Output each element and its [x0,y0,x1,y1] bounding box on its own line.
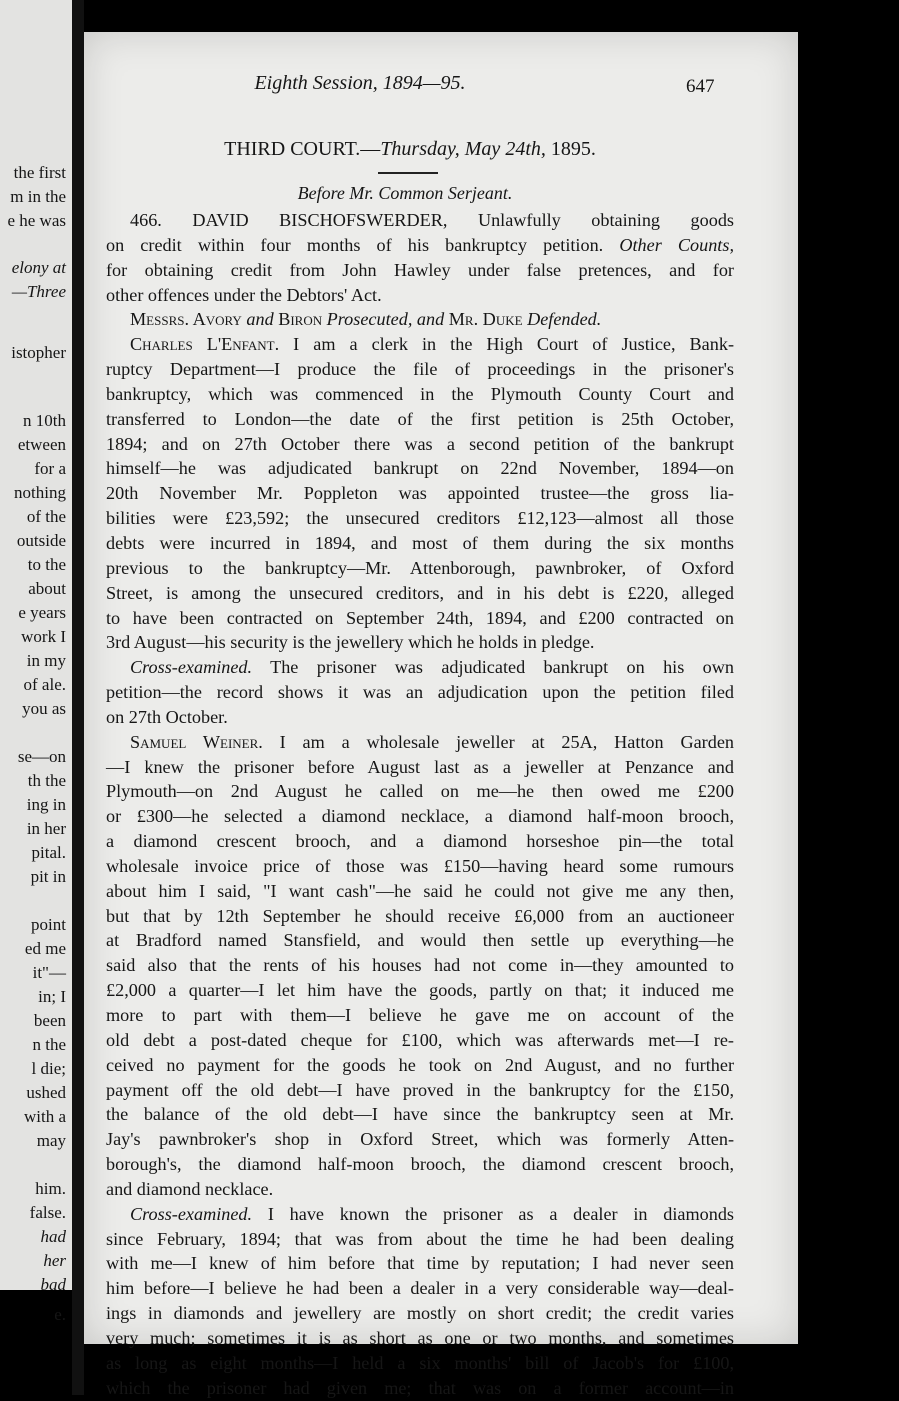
text-segment: Street, is among the unsecured creditors, and in his debt is £220, alleged [106,582,734,603]
court-title: THIRD COURT.— [224,138,381,160]
left-margin-fragment: for a [34,459,66,478]
text-segment: him before—I believe he had been a dealer in a very considerable way—deal- [106,1278,734,1299]
left-margin-fragment: had [40,1227,66,1246]
text-segment: I am a wholesale jeweller at 25A, Hatton Garden [262,731,734,752]
left-margin-fragment: in her [26,819,66,838]
left-margin-fragment: in; I [38,987,66,1006]
text-line [106,1102,734,1127]
left-margin-fragment: e. [54,1305,66,1324]
left-margin-fragment: elony at [11,258,66,277]
left-margin-fragment: bad [40,1275,66,1294]
text-segment: with me—I knew of him before that time by reputation; I had never seen [106,1253,734,1274]
text-line [106,606,734,631]
page-number: 647 [686,76,715,97]
text-segment: 3rd August—his security is the jewellery which he holds in pledge. [106,632,595,653]
text-line [106,208,734,233]
text-segment: Messrs. Avory [130,309,242,330]
text-segment: Samuel Weiner. [130,731,263,752]
text-line [106,928,734,953]
text-line [106,755,734,780]
text-segment: wholesale invoice price of those was £150—having heard some rumours [106,855,734,876]
text-segment: since February, 1894; that was from about the time he had been dealing [106,1228,734,1249]
text-line [106,630,734,655]
left-margin-fragment: e he was [7,211,66,230]
text-line [106,556,734,581]
text-segment: and diamond necklace. [106,1178,274,1199]
trial-text [106,208,734,1401]
text-segment: I have known the prisoner as a dealer in diamonds [252,1203,734,1224]
text-line [106,705,734,730]
text-line [106,1127,734,1152]
left-margin-fragment: may [36,1131,66,1150]
text-segment: Mr. Duke [448,309,523,330]
text-segment: and [241,309,279,330]
text-line [106,829,734,854]
text-line [106,581,734,606]
text-line [106,432,734,457]
left-margin-fragment: false. [29,1203,66,1222]
text-line [106,1376,734,1401]
text-segment: at Bradford named Stansfield, and would then settle up everything—he [106,930,734,951]
text-line [106,1003,734,1028]
text-segment: old debt a post-dated cheque for £100, which was afterwards met—I re- [106,1029,734,1050]
text-segment: bilities were £23,592; the unsecured creditors £12,123—almost all those [106,508,734,529]
left-margin-fragment: of ale. [23,675,66,694]
text-segment: other offences under the Debtors' Act. [106,284,382,305]
court-heading [150,138,670,161]
text-line [106,779,734,804]
text-segment: Cross-examined. [130,657,253,678]
text-line [106,680,734,705]
text-segment: petition—the record shows it was an adjudication upon the petition filed [106,682,734,703]
text-segment: the balance of the old debt—I have since the bankruptcy seen at Mr. [106,1104,734,1125]
left-margin-fragment: him. [35,1179,66,1198]
text-segment: about him I said, "I want cash"—he said he could not give me any then, [106,880,734,901]
text-segment: to have been contracted on September 24th, 1894, and £200 contracted on [106,607,734,628]
heading-rule [378,172,438,174]
text-line [106,1326,734,1351]
text-segment: very much; sometimes it is as short as one or two months, and sometimes [106,1327,734,1348]
text-segment: Other Counts, [619,234,734,255]
text-line [106,904,734,929]
book-gutter [72,0,84,1395]
left-margin-fragment: istopher [11,343,66,362]
left-margin-fragment: pit in [30,867,66,886]
text-segment: for obtaining credit from John Hawley under false pretences, and for [106,259,734,280]
text-segment: Charles L'Enfant. [130,334,280,355]
text-line [106,1251,734,1276]
text-line [106,456,734,481]
left-margin-fragment: been [33,1011,66,1030]
left-margin-fragment: pital. [31,843,66,862]
text-line [106,1053,734,1078]
left-margin-fragment: the first [13,163,66,182]
text-line [106,1351,734,1376]
text-line [106,953,734,978]
text-segment: Cross-examined. [130,1203,253,1224]
left-margin-fragment: nothing [14,483,66,502]
text-line [106,1202,734,1227]
left-margin-fragment: e years [18,603,66,622]
left-margin-fragment: in my [26,651,66,670]
text-segment: on credit within four months of his bankruptcy petition. [106,234,620,255]
text-segment: 1894; and on 27th October there was a second petition of the bankrupt [106,433,734,454]
court-year: 1895. [545,138,596,160]
text-segment: Unlawfully obtaining goods [477,210,734,230]
text-segment: Biron [278,309,323,330]
left-margin-fragment: l die; [31,1059,66,1078]
left-margin-fragment: with a [23,1107,66,1126]
left-margin-fragment: you as [22,699,66,718]
text-line [106,1152,734,1177]
text-segment: as long as eight months—I held a six months' bill of Jacob's for £100, [106,1352,734,1373]
text-line [106,332,734,357]
left-margin-fragment: etween [17,435,66,454]
text-line [106,258,734,283]
text-segment: I am a clerk in the High Court of Justice, Bank- [279,334,734,355]
text-segment: said also that the rents of his houses had not come in—they amounted to [106,955,734,976]
left-margin-fragment: her [43,1251,66,1270]
text-segment: himself—he was adjudicated bankrupt on 22nd November, 1894—on [106,458,734,479]
text-segment: 20th November Mr. Poppleton was appointed trustee—the gross lia- [106,483,734,504]
text-line [106,531,734,556]
text-segment: a diamond crescent brooch, and a diamond horseshoe pin—the total [106,831,734,852]
text-segment: The prisoner was adjudicated bankrupt on his own [252,657,734,678]
left-margin-fragment: ing in [26,795,66,814]
text-line [106,481,734,506]
left-margin-fragment: about [28,579,66,598]
left-margin-fragment: —Three [11,282,66,301]
text-segment: but that by 12th September he should receive £6,000 from an auctioneer [106,905,734,926]
text-segment: ruptcy Department—I produce the file of proceedings in the prisoner's [106,359,734,380]
running-header: Eighth Session, 1894—95. [254,72,466,94]
text-line [106,1301,734,1326]
text-line [106,1028,734,1053]
left-margin-fragment: th the [27,771,66,790]
text-line [106,730,734,755]
text-line [106,407,734,432]
left-facing-page [0,0,74,1324]
text-segment: debts were incurred in 1894, and most of them during the six months [106,532,734,553]
text-segment: Prosecuted, and [322,309,449,330]
left-margin-fragment: it"— [32,963,66,982]
text-line [106,1078,734,1103]
text-line [106,307,734,332]
text-segment: —I knew the prisoner before August last as a jeweller at Penzance and [106,756,734,777]
text-line [106,1177,734,1202]
text-line [106,1227,734,1252]
left-margin-fragment: outside [16,531,66,550]
left-margin-fragment: n the [32,1035,66,1054]
left-margin-fragment: n 10th [23,411,66,430]
text-line [106,879,734,904]
text-segment: on 27th October. [106,706,228,727]
left-margin-fragment: work I [21,627,66,646]
court-date: Thursday, May 24th, [380,138,546,160]
left-margin-fragment: to the [27,555,66,574]
text-segment: previous to the bankruptcy—Mr. Attenborough, pawnbroker, of Oxford [106,557,734,578]
text-segment: 466. DAVID BISCHOFSWERDER, [130,210,478,230]
left-margin-fragment: point [31,915,66,934]
text-line [106,978,734,1003]
text-line [106,506,734,531]
text-segment: bankruptcy, which was commenced in the Plymouth County Court and [106,383,734,404]
left-margin-fragment: se—on [17,747,66,766]
text-segment: Defended. [522,309,602,330]
text-line [106,1276,734,1301]
text-line [106,854,734,879]
text-segment: ings in diamonds and jewellery are mostly on short credit; the credit varies [106,1303,734,1324]
left-margin-fragment: ed me [24,939,66,958]
text-segment: Jay's pawnbroker's shop in Oxford Street, which was formerly Atten- [106,1129,734,1150]
text-segment: or £300—he selected a diamond necklace, a diamond half-moon brooch, [106,806,734,827]
text-segment: £2,000 a quarter—I let him have the goods, partly on that; it induced me [106,980,734,1001]
text-line [106,283,734,308]
text-segment: which the prisoner had given me; that was on a former account—in [106,1377,734,1398]
before-judge-line: Before Mr. Common Serjeant. [297,183,513,203]
text-segment: Plymouth—on 2nd August he called on me—he then owed me £200 [106,781,734,802]
text-line [106,382,734,407]
text-line [106,655,734,680]
text-line [106,233,734,258]
text-segment: ceived no payment for the goods he took on 2nd August, and no further [106,1054,734,1075]
text-line [106,357,734,382]
text-segment: payment off the old debt—I have proved in the bankruptcy for the £150, [106,1079,734,1100]
text-line [106,804,734,829]
left-margin-fragment: of the [26,507,66,526]
text-segment: transferred to London—the date of the first petition is 25th October, [106,408,734,429]
text-segment: more to part with them—I believe he gave me on account of the [106,1005,734,1025]
left-margin-fragment: m in the [10,187,66,206]
left-margin-fragment: ushed [26,1083,66,1102]
text-segment: borough's, the diamond half-moon brooch, the diamond crescent brooch, [106,1154,734,1175]
